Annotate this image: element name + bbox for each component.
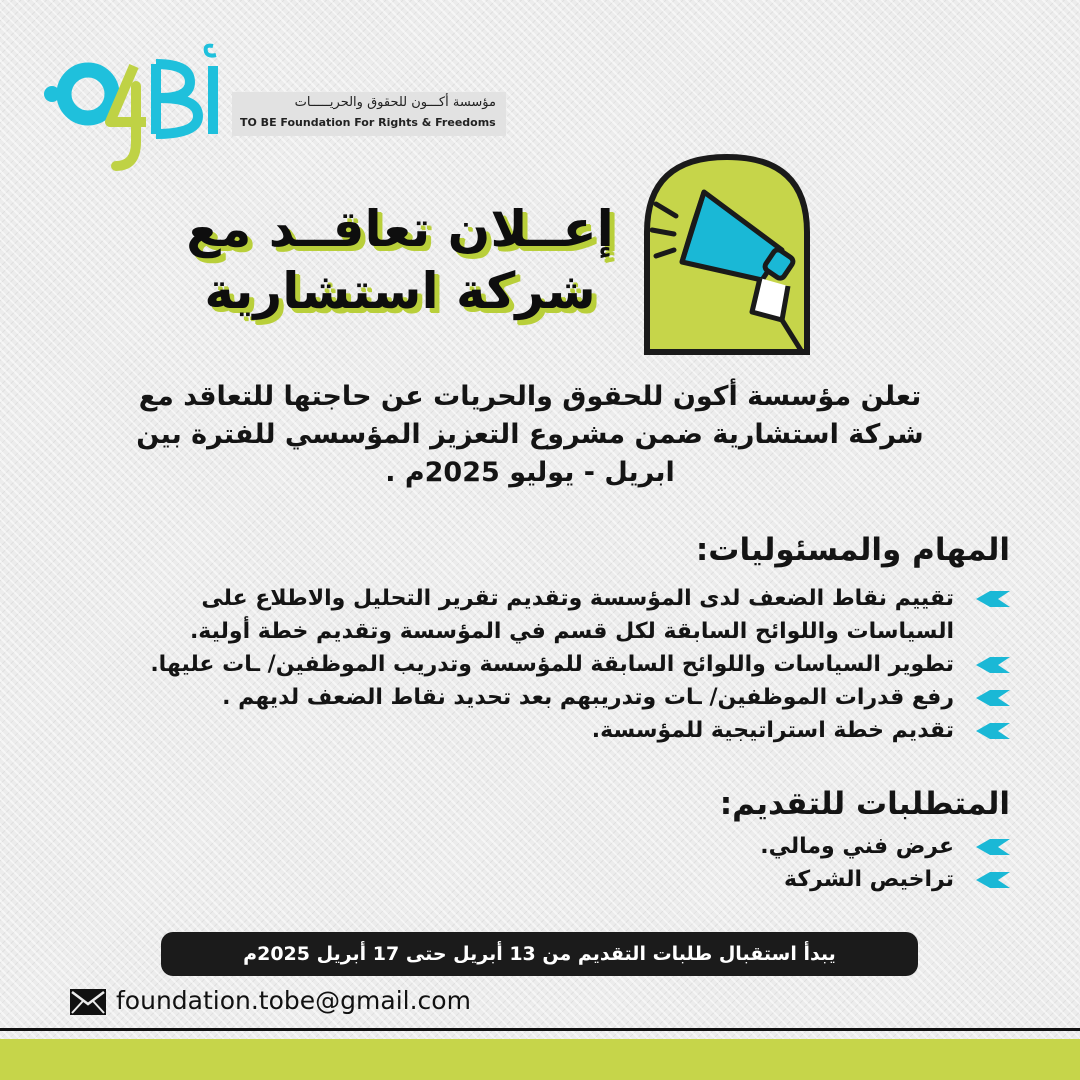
intro-line-3: ابريل - يوليو 2025م . <box>385 457 675 488</box>
footer-divider <box>0 1028 1080 1031</box>
requirement-item <box>110 830 1010 863</box>
chevron-bullet-icon <box>976 839 1010 855</box>
megaphone-arch-illustration <box>642 152 812 357</box>
task-item <box>110 714 1010 747</box>
footer-band <box>0 1039 1080 1080</box>
org-name-english: TO BE Foundation For Rights & Freedoms <box>240 116 496 129</box>
foundation-logo <box>38 38 228 178</box>
chevron-bullet-icon <box>976 872 1010 888</box>
chevron-bullet-icon <box>976 657 1010 673</box>
headline-line-2: شركة استشارية <box>204 262 596 320</box>
tasks-section-title: المهام والمسئوليات: <box>695 532 1010 568</box>
headline <box>180 198 620 322</box>
org-name-arabic: مؤسسة أكـــون للحقوق والحريـــــات <box>294 95 496 110</box>
task-text: رفع قدرات الموظفين/ ـات وتدريبهم بعد تحديد نقاط الضعف لديهم . <box>222 685 954 710</box>
requirement-text: عرض فني ومالي. <box>760 834 954 859</box>
task-item <box>110 582 1010 648</box>
headline-line-1: إعــلان تعاقــد مع <box>186 200 614 258</box>
requirements-section-title: المتطلبات للتقديم: <box>719 786 1010 822</box>
requirements-list <box>110 830 1010 896</box>
envelope-icon <box>70 989 106 1015</box>
intro-line-2: شركة استشارية ضمن مشروع التعزيز المؤسسي للفترة بين <box>136 419 924 450</box>
task-text: تطوير السياسات واللوائح السابقة للمؤسسة وتدريب الموظفين/ ـات عليها. <box>150 652 954 677</box>
chevron-bullet-icon <box>976 690 1010 706</box>
task-item <box>110 648 1010 681</box>
task-text: تقديم خطة استراتيجية للمؤسسة. <box>591 718 954 743</box>
intro-paragraph <box>110 378 950 492</box>
requirement-item <box>110 863 1010 896</box>
task-item <box>110 681 1010 714</box>
org-name-box <box>232 92 506 136</box>
tasks-list <box>110 582 1010 747</box>
chevron-bullet-icon <box>976 591 1010 607</box>
intro-line-1: تعلن مؤسسة أكون للحقوق والحريات عن حاجتها للتعاقد مع <box>138 381 922 412</box>
application-dates-banner: يبدأ استقبال طلبات التقديم من 13 أبريل حتى 17 أبريل 2025م <box>161 932 918 976</box>
contact-email[interactable]: foundation.tobe@gmail.com <box>116 986 471 1015</box>
requirement-text: تراخيص الشركة <box>783 867 954 892</box>
task-text: تقييم نقاط الضعف لدى المؤسسة وتقديم تقرير التحليل والاطلاع على السياسات واللوائح السابقة لكل قسم في المؤسسة وتقديم خطة أولية. <box>189 586 954 644</box>
chevron-bullet-icon <box>976 723 1010 739</box>
